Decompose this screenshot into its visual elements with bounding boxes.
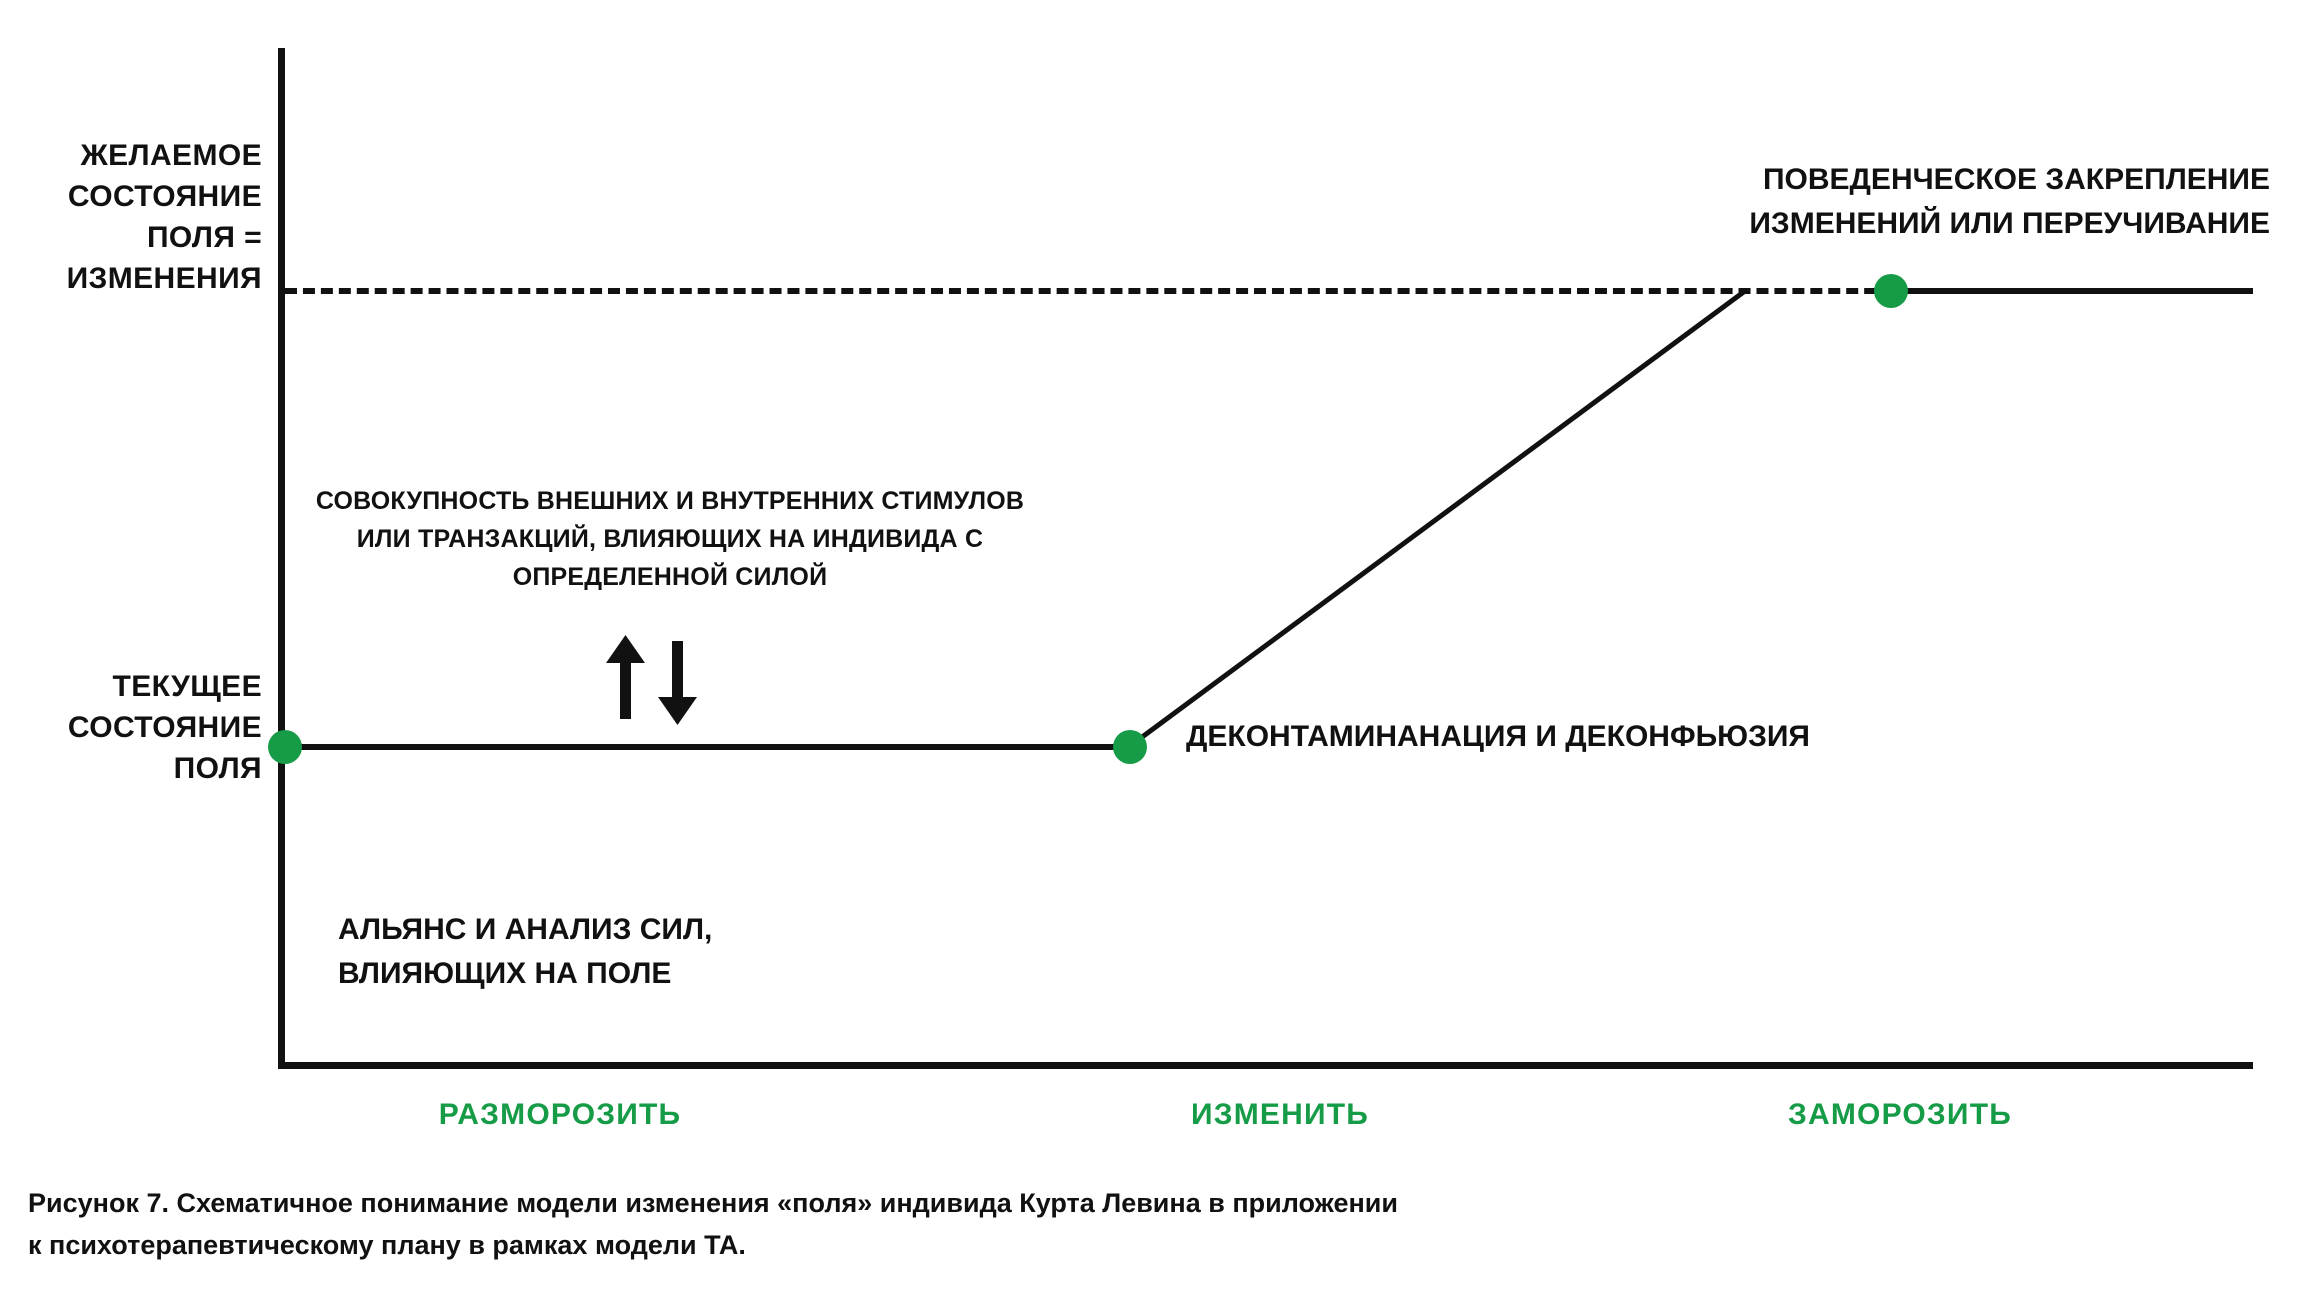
stage-label-change: ИЗМЕНИТЬ [1190,1098,1370,1131]
path-segment-change [1127,288,1748,749]
figure-caption [28,1182,2108,1266]
node-freeze [1874,274,1908,308]
node-unfreeze [268,730,302,764]
arrow-up-down-icon [598,635,708,725]
figure-caption-line-1: Рисунок 7. Схематичное понимание модели изменения «поля» индивида Курта Левина в приложении [28,1188,1398,1218]
path-segment-current-state [285,744,1130,750]
annotation-alliance: АЛЬЯНС И АНАЛИЗ СИЛ, ВЛИЯЮЩИХ НА ПОЛЕ [338,913,713,990]
figure-caption-line-2: к психотерапевтическому плану в рамках модели ТА. [28,1230,746,1260]
path-segment-frozen [1890,288,2253,294]
node-change [1113,730,1147,764]
y-axis-label-current-state: ТЕКУЩЕЕ СОСТОЯНИЕ ПОЛЯ [67,670,262,785]
annotation-behavioral-consolidation: ПОВЕДЕНЧЕСКОЕ ЗАКРЕПЛЕНИЕ ИЗМЕНЕНИЙ ИЛИ ПЕРЕУЧИВАНИЕ [1749,163,2270,240]
annotation-forces: СОВОКУПНОСТЬ ВНЕШНИХ И ВНУТРЕННИХ СТИМУЛОВ ИЛИ ТРАНЗАКЦИЙ, ВЛИЯЮЩИХ НА ИНДИВИДА С ОПРЕДЕЛЕННОЙ СИЛОЙ [315,487,1025,591]
y-axis [278,48,285,1069]
force-arrows-group [598,635,708,725]
stage-label-unfreeze: РАЗМОРОЗИТЬ [438,1098,682,1131]
annotation-decontamination: ДЕКОНТАМИНАНАЦИЯ И ДЕКОНФЬЮЗИЯ [1186,720,1810,753]
stage-label-freeze: ЗАМОРОЗИТЬ [1788,1098,2012,1131]
y-axis-label-desired-state: ЖЕЛАЕМОЕ СОСТОЯНИЕ ПОЛЯ = ИЗМЕНЕНИЯ [66,139,262,295]
x-axis [278,1062,2253,1069]
